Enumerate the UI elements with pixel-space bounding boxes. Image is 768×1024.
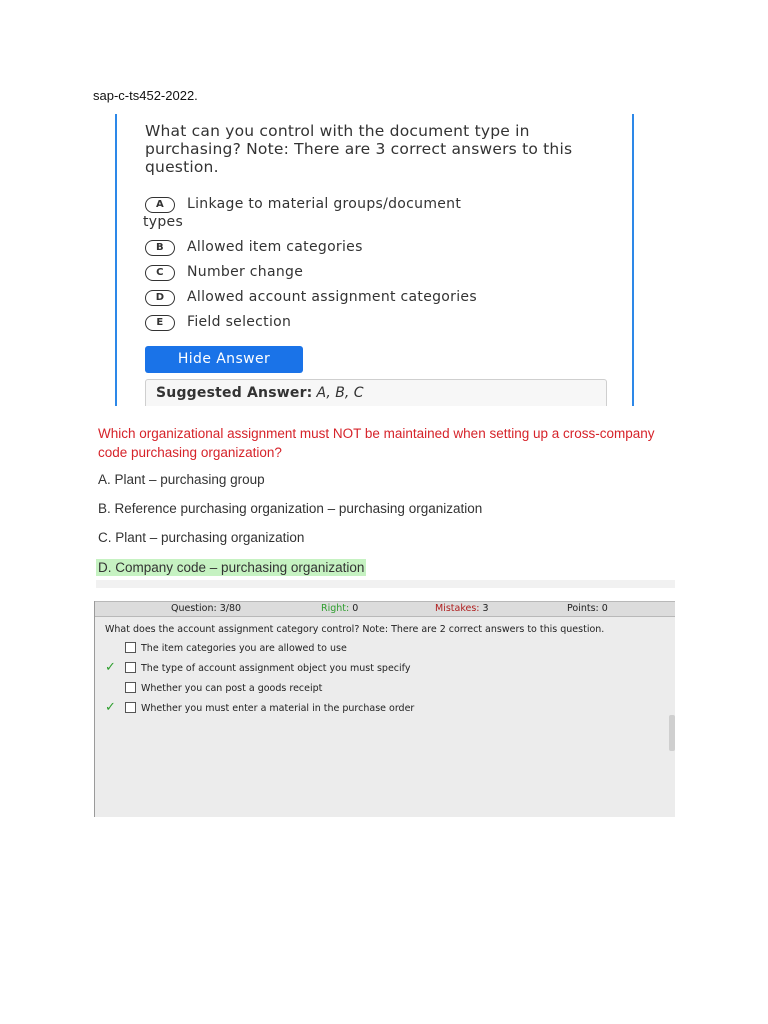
question-3-option-4[interactable]	[125, 702, 414, 714]
option-label: Whether you must enter a material in the purchase order	[141, 703, 415, 714]
option-d-badge: D	[145, 290, 175, 306]
checkbox[interactable]	[125, 642, 136, 653]
option-b-badge: B	[145, 240, 175, 256]
question-3-option-1[interactable]	[125, 642, 347, 654]
question-2-option-a: A. Plant – purchasing group	[98, 472, 265, 487]
question-3-option-2[interactable]	[125, 662, 410, 674]
option-e-text: Field selection	[187, 314, 292, 330]
option-e[interactable]	[145, 313, 615, 331]
suggested-answer-value: A, B, C	[316, 385, 364, 401]
right-value: 0	[352, 603, 359, 614]
question-2-option-b: B. Reference purchasing organization – purchasing organization	[98, 501, 483, 516]
checkmark-icon: ✓	[105, 700, 116, 715]
option-b-text: Allowed item categories	[187, 239, 363, 255]
question-1-text: What can you control with the document type in purchasing? Note: There are 3 correct answers to this question.	[145, 122, 573, 176]
question-2-option-d-highlighted: D. Company code – purchasing organization	[98, 560, 365, 575]
option-a-text: Linkage to material groups/document	[187, 196, 462, 212]
checkbox[interactable]	[125, 662, 136, 673]
option-c-badge: C	[145, 265, 175, 281]
option-a-badge: A	[145, 197, 175, 213]
option-label: The item categories you are allowed to use	[141, 643, 347, 654]
mistakes-label: Mistakes:	[435, 603, 480, 614]
checkbox[interactable]	[125, 682, 136, 693]
quiz-status-bar	[95, 601, 675, 617]
suggested-answer-label: Suggested Answer:	[156, 385, 313, 401]
option-a[interactable]	[145, 195, 615, 231]
checkmark-icon: ✓	[105, 660, 116, 675]
option-a-text-continued: types	[143, 214, 184, 230]
question-1-card	[115, 114, 634, 406]
quiz-panel	[94, 601, 675, 817]
question-counter: Question: 3/80	[171, 603, 242, 614]
question-2-text: Which organizational assignment must NOT be maintained when setting up a cross-company code purchasing organization?	[98, 426, 655, 460]
document-title: sap-c-ts452-2022.	[93, 88, 198, 103]
question-2-option-c: C. Plant – purchasing organization	[98, 530, 305, 545]
option-label: Whether you can post a goods receipt	[141, 683, 323, 694]
option-b[interactable]	[145, 238, 615, 256]
scrollbar-handle[interactable]	[669, 715, 675, 751]
suggested-answer-box	[145, 379, 607, 406]
right-label: Right:	[321, 603, 350, 614]
hide-answer-button[interactable]: Hide Answer	[145, 346, 303, 373]
right-count	[321, 603, 358, 614]
mistakes-value: 3	[482, 603, 489, 614]
points-count: Points: 0	[567, 603, 608, 614]
divider	[96, 580, 675, 588]
option-c-text: Number change	[187, 264, 304, 280]
checkbox[interactable]	[125, 702, 136, 713]
mistakes-count	[435, 603, 489, 614]
option-label: The type of account assignment object you must specify	[141, 663, 411, 674]
option-e-badge: E	[145, 315, 175, 331]
question-3-option-3[interactable]	[125, 682, 322, 694]
option-c[interactable]	[145, 263, 615, 281]
question-3-text: What does the account assignment category control? Note: There are 2 correct answers to this question.	[105, 624, 605, 635]
option-d[interactable]	[145, 288, 615, 306]
option-d-text: Allowed account assignment categories	[187, 289, 477, 305]
